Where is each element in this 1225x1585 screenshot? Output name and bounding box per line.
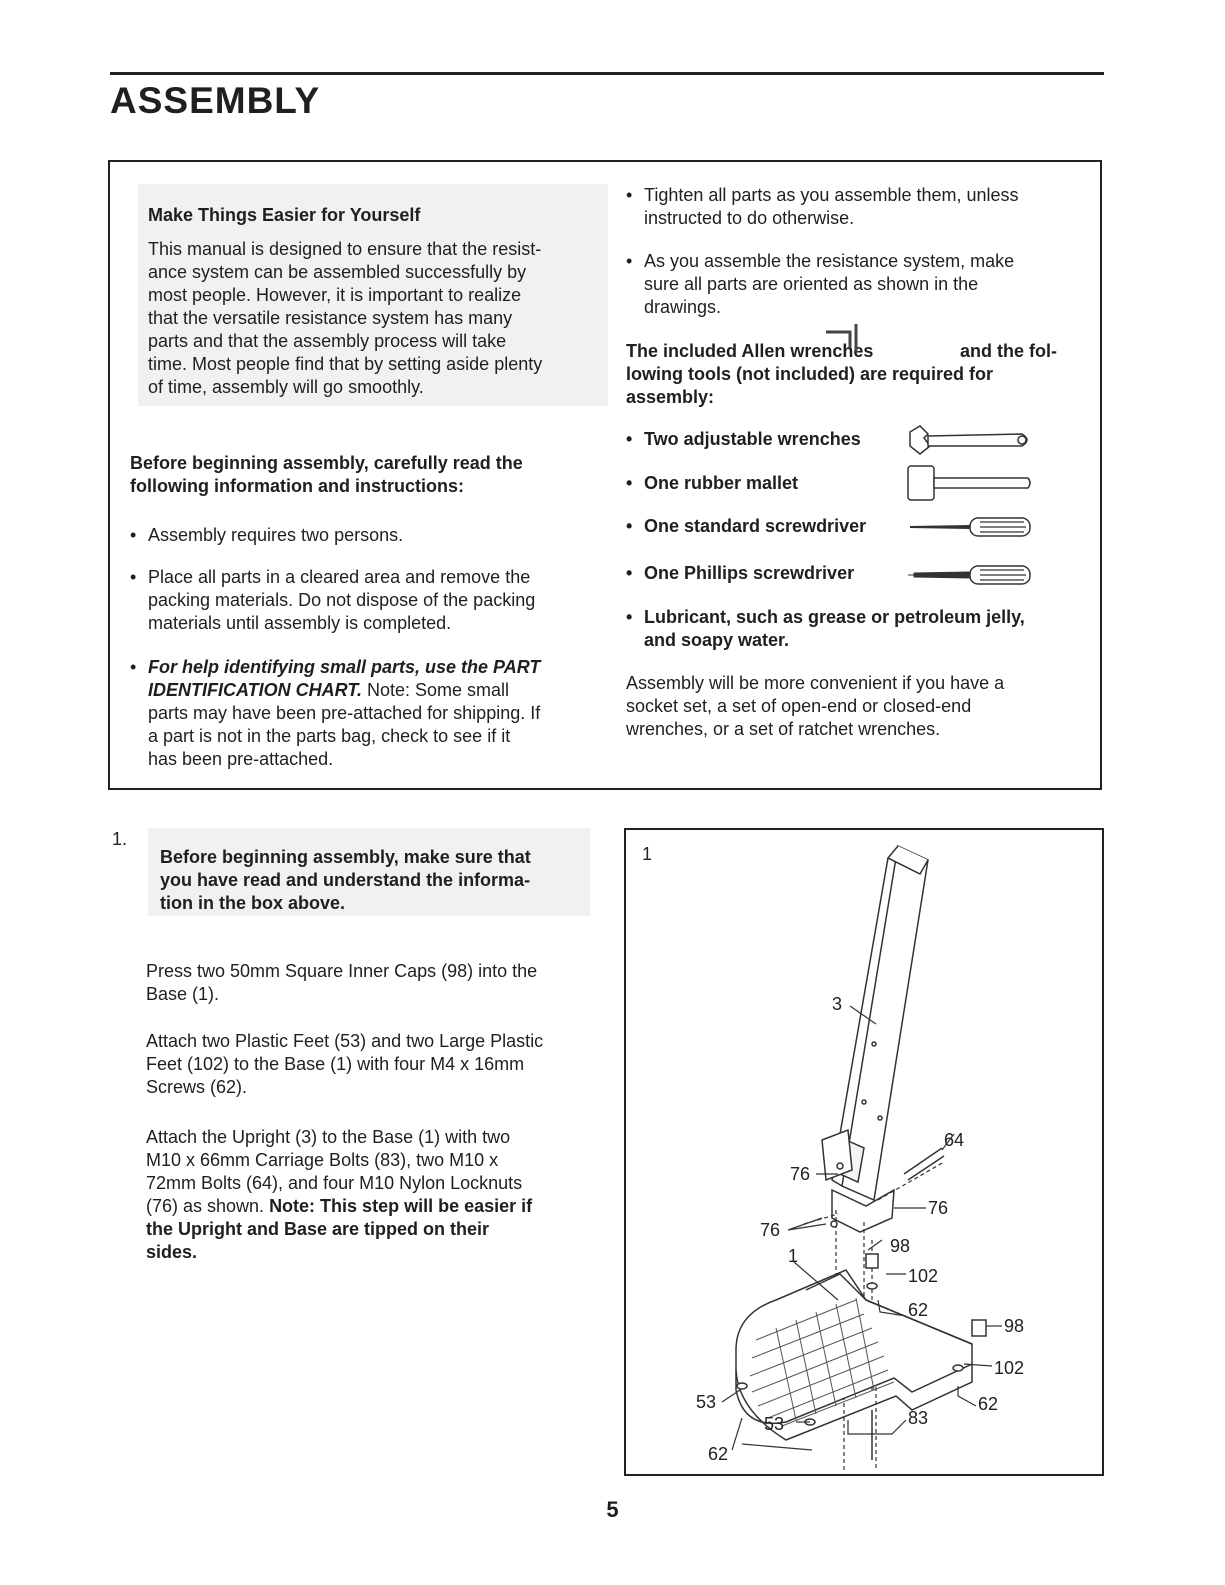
step-line: Base (1). bbox=[146, 984, 220, 1004]
intro-line: most people. However, it is important to realize bbox=[148, 285, 522, 305]
bullet-line: drawings. bbox=[644, 297, 722, 317]
label-screw-62: 62 bbox=[978, 1394, 999, 1414]
bullet-orient bbox=[626, 250, 1014, 319]
header-rule bbox=[110, 72, 1104, 75]
bullet-emphasis-line: IDENTIFICATION CHART. bbox=[148, 680, 362, 700]
bullet-line: has been pre-attached. bbox=[148, 749, 334, 769]
assembly-figure bbox=[624, 828, 1104, 1476]
intro-line: that the versatile resistance system has many bbox=[148, 308, 513, 328]
bullet-small-parts bbox=[130, 656, 540, 771]
intro-line: time. Most people find that by setting aside plenty bbox=[148, 354, 543, 374]
bullet-place-parts bbox=[130, 566, 535, 635]
socket-line: socket set, a set of open-end or closed-end bbox=[626, 696, 972, 716]
label-base: 1 bbox=[788, 1246, 799, 1266]
step-note-line: the Upright and Base are tipped on their bbox=[146, 1219, 490, 1239]
step-line: Screws (62). bbox=[146, 1077, 248, 1097]
bullet-line: • As you assemble the resistance system, make bbox=[644, 251, 1015, 271]
intro-paragraph bbox=[148, 238, 608, 399]
tool-phillips-screwdriver bbox=[626, 562, 854, 585]
bullet-line: • Lubricant, such as grease or petroleum jelly, bbox=[644, 607, 1025, 627]
tools-intro-text: and the fol- bbox=[960, 341, 1057, 361]
tool-rubber-mallet bbox=[626, 472, 798, 495]
adjustable-wrench-icon bbox=[906, 424, 1036, 458]
bullet-lubricant bbox=[626, 606, 1025, 652]
intro-heading: Make Things Easier for Yourself bbox=[148, 205, 421, 225]
allen-wrench-icon bbox=[824, 322, 860, 356]
tool-adjustable-wrenches bbox=[626, 428, 861, 451]
intro-line: parts and that the assembly process will take bbox=[148, 331, 507, 351]
step-paragraph-feet bbox=[146, 1030, 543, 1099]
socket-set-note bbox=[626, 672, 1004, 741]
page-title: ASSEMBLY bbox=[110, 80, 321, 121]
bullet-line: sure all parts are oriented as shown in the bbox=[644, 274, 979, 294]
step-paragraph-caps bbox=[146, 960, 537, 1006]
callout-line: you have read and understand the informa- bbox=[160, 870, 531, 890]
intro-line: This manual is designed to ensure that the resist- bbox=[148, 239, 542, 259]
info-box bbox=[108, 160, 1102, 790]
label-locknut-76: 76 bbox=[790, 1164, 811, 1184]
step-paragraph-upright bbox=[146, 1126, 532, 1264]
before-heading bbox=[130, 452, 523, 498]
step-callout bbox=[160, 846, 531, 915]
label-screw-62: 62 bbox=[708, 1444, 729, 1464]
label-bolt-64: 64 bbox=[944, 1130, 965, 1150]
label-cap-98: 98 bbox=[1004, 1316, 1025, 1336]
socket-line: Assembly will be more convenient if you have a bbox=[626, 673, 1005, 693]
step-line: Attach the Upright (3) to the Base (1) with two bbox=[146, 1127, 511, 1147]
callout-line: tion in the box above. bbox=[160, 893, 346, 913]
label-locknut-76: 76 bbox=[928, 1198, 949, 1218]
step-line: M10 x 66mm Carriage Bolts (83), two M10 x bbox=[146, 1150, 499, 1170]
step-note-line: sides. bbox=[146, 1242, 198, 1262]
figure-number: 1 bbox=[642, 844, 653, 864]
tool-label: Two adjustable wrenches bbox=[644, 429, 861, 449]
label-cap-98: 98 bbox=[890, 1236, 911, 1256]
bullet-line: parts may have been pre-attached for shipping. If bbox=[148, 703, 541, 723]
tool-standard-screwdriver bbox=[626, 515, 866, 538]
label-locknut-76: 76 bbox=[760, 1220, 781, 1240]
bullet-line: materials until assembly is completed. bbox=[148, 613, 452, 633]
before-heading-line: Before beginning assembly, carefully read the bbox=[130, 453, 523, 473]
label-foot-53: 53 bbox=[696, 1392, 717, 1412]
bullet-line: packing materials. Do not dispose of the packing bbox=[148, 590, 536, 610]
callout-line: Before beginning assembly, make sure that bbox=[160, 847, 531, 867]
label-upright: 3 bbox=[832, 994, 843, 1014]
step-line: Attach two Plastic Feet (53) and two Large Plastic bbox=[146, 1031, 544, 1051]
label-foot-102: 102 bbox=[994, 1358, 1025, 1378]
bullet-line: a part is not in the parts bag, check to see if it bbox=[148, 726, 511, 746]
step-line: (76) as shown. bbox=[146, 1196, 270, 1216]
tools-intro-text: The included Allen wrenches bbox=[626, 341, 874, 361]
tools-intro-line: assembly: bbox=[626, 387, 715, 407]
bullet-line: • Place all parts in a cleared area and remove the bbox=[148, 567, 531, 587]
phillips-screwdriver-icon bbox=[906, 560, 1046, 590]
label-foot-53: 53 bbox=[764, 1414, 785, 1434]
tool-label: One Phillips screwdriver bbox=[644, 563, 855, 583]
bullet-emphasis-line: • For help identifying small parts, use the PART bbox=[148, 657, 541, 677]
tools-intro bbox=[626, 340, 1096, 409]
tool-label: One rubber mallet bbox=[644, 473, 799, 493]
label-carriage-bolt-83: 83 bbox=[908, 1408, 929, 1428]
rubber-mallet-icon bbox=[906, 464, 1036, 504]
socket-line: wrenches, or a set of ratchet wrenches. bbox=[626, 719, 941, 739]
page-number: 5 bbox=[606, 1497, 619, 1522]
tool-label: One standard screwdriver bbox=[644, 516, 867, 536]
bullet-text: Assembly requires two persons. bbox=[148, 525, 404, 545]
intro-line: of time, assembly will go smoothly. bbox=[148, 377, 424, 397]
standard-screwdriver-icon bbox=[906, 512, 1046, 542]
label-foot-102: 102 bbox=[908, 1266, 939, 1286]
tools-intro-line: lowing tools (not included) are required for bbox=[626, 364, 994, 384]
bullet-line: and soapy water. bbox=[644, 630, 790, 650]
bullet-tighten bbox=[626, 184, 1019, 230]
intro-line: ance system can be assembled successfully by bbox=[148, 262, 527, 282]
bullet-note: Note: Some small bbox=[362, 680, 510, 700]
assembly-diagram bbox=[626, 830, 1102, 1474]
label-screw-62: 62 bbox=[908, 1300, 929, 1320]
step-note: Note: This step will be easier if bbox=[269, 1196, 533, 1216]
before-heading-line: following information and instructions: bbox=[130, 476, 464, 496]
bullet-line: • Tighten all parts as you assemble them, unless bbox=[644, 185, 1019, 205]
step-number: 1. bbox=[112, 829, 128, 849]
step-line: Feet (102) to the Base (1) with four M4 x 16mm bbox=[146, 1054, 525, 1074]
step-line: 72mm Bolts (64), and four M10 Nylon Locknuts bbox=[146, 1173, 523, 1193]
bullet-line: instructed to do otherwise. bbox=[644, 208, 855, 228]
bullet-two-persons bbox=[130, 524, 403, 547]
step-line: Press two 50mm Square Inner Caps (98) into the bbox=[146, 961, 538, 981]
